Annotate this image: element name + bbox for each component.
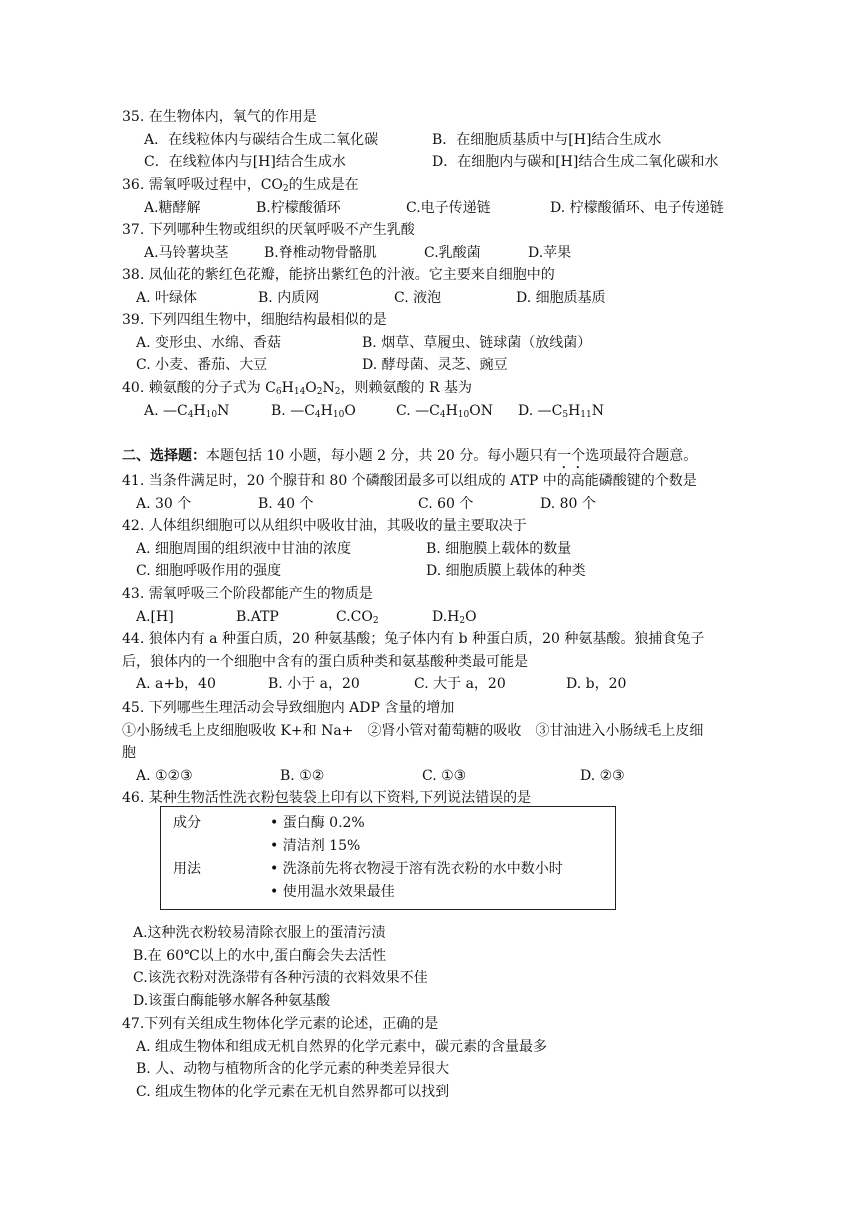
option-d: D．在细胞内与碳和[H]结合生成二氧化碳和水 — [432, 154, 719, 171]
option-d: D. 柠檬酸循环、电子传递链 — [550, 199, 724, 216]
option-a: A. ①②③ — [136, 767, 193, 784]
question-37 — [122, 219, 571, 264]
info-row-ingredient-1: 成分 • 蛋白酶 0.2% — [173, 812, 365, 835]
option-c: C. 组成生物体的化学元素在无机自然界都可以找到 — [136, 1083, 450, 1100]
option-c: C.乳酸菌 — [424, 244, 481, 261]
question-stem: 44. 狼体内有 a 种蛋白质，20 种氨基酸；兔子体内有 b 种蛋白质，20 种氨基酸。狼捕食兔子 — [122, 631, 705, 647]
section-2-heading — [122, 445, 697, 468]
section-desc: 本题包括 10 小题，每小题 2 分，共 20 分。每小题只有一个选项最符合题意。 — [206, 448, 698, 464]
option-b: B. 40 个 — [258, 495, 314, 512]
option-a: A. $—C_4H_{10}N$ — [144, 402, 230, 420]
option-a: A.糖酵解 — [144, 199, 201, 216]
option-b: B. 小于 a，20 — [268, 676, 360, 693]
option-c: $C.CO_2$ — [336, 608, 379, 626]
product-info-box — [160, 806, 616, 910]
option-d: D. 80 个 — [540, 495, 596, 512]
question-41 — [122, 470, 697, 515]
option-d: D.苹果 — [528, 244, 572, 261]
option-b: B. 人、动物与植物所含的化学元素的种类差异很大 — [136, 1061, 450, 1078]
question-38 — [122, 264, 606, 309]
option-d: D. 细胞质膜上载体的种类 — [426, 563, 586, 580]
question-stem: 40. 赖氨酸的分子式为 $C_6H_{14}O_2N_2$，则赖氨酸的 R 基为 — [122, 380, 472, 397]
option-b: B. 内质网 — [258, 289, 320, 306]
option-b: B．在细胞质基质中与[H]结合生成水 — [432, 131, 662, 148]
option-c: C.该洗衣粉对洗涤带有各种污渍的衣料效果不佳 — [133, 970, 428, 987]
question-40 — [122, 377, 604, 422]
option-b: B.在 60℃以上的水中,蛋白酶会失去活性 — [133, 947, 387, 964]
option-d: D.该蛋白酶能够水解各种氨基酸 — [133, 992, 331, 1009]
option-b: B.柠檬酸循环 — [256, 199, 341, 216]
option-a: A. 细胞周围的组织液中甘油的浓度 — [136, 540, 352, 557]
question-stem: 35. 在生物体内，氧气的作用是 — [122, 109, 317, 125]
option-b: B. 细胞膜上载体的数量 — [426, 540, 572, 557]
option-a: A.马铃薯块茎 — [144, 244, 229, 261]
option-a: A．在线粒体内与碳结合生成二氧化碳 — [144, 131, 379, 148]
option-b: B. ①② — [280, 767, 325, 784]
option-c: C．在线粒体内与[H]结合生成水 — [144, 154, 346, 171]
option-c: C. $—C_4H_{10}ON$ — [396, 402, 493, 420]
question-stem: 39. 下列四组生物中，细胞结构最相似的是 — [122, 312, 387, 328]
question-44 — [122, 628, 704, 696]
option-a: A. 变形虫、水绵、香菇 — [136, 334, 282, 351]
option-d: $D.H_2O$ — [432, 608, 477, 626]
info-row-usage-2: • 使用温水效果最佳 — [270, 884, 395, 900]
question-45 — [122, 697, 703, 787]
option-a: A. 叶绿体 — [136, 289, 198, 306]
info-row-ingredient-2: • 清洁剂 15% — [270, 838, 361, 854]
question-47 — [122, 1013, 547, 1103]
option-b: B. 烟草、草履虫、链球菌（放线菌） — [362, 334, 592, 351]
option-a: A. a+b，40 — [136, 676, 216, 693]
option-c: C. 大于 a，20 — [414, 676, 506, 693]
question-stem: 37. 下列哪种生物或组织的厌氧呼吸不产生乳酸 — [122, 222, 415, 238]
option-d: D. b，20 — [566, 676, 627, 693]
question-stem: 47.下列有关组成生物体化学元素的论述，正确的是 — [122, 1016, 439, 1032]
option-c: C. ①③ — [422, 767, 467, 784]
option-d: D. 细胞质基质 — [516, 289, 606, 306]
question-46-options — [133, 922, 428, 1012]
question-stem: 42. 人体组织细胞可以从组织中吸收甘油，其吸收的量主要取决于 — [122, 518, 527, 534]
option-d: D. $—C_5H_{11}N$ — [518, 402, 604, 420]
question-stem: 36. 需氧呼吸过程中，$CO_2$的生成是在 — [122, 177, 359, 194]
question-stem: 46. 某种生物活性洗衣粉包装袋上印有以下资料,下列说法错误的是 — [122, 790, 532, 806]
info-key-ingredients: 成分 — [173, 815, 201, 831]
option-c: C.电子传递链 — [406, 199, 491, 216]
option-c: C. 细胞呼吸作用的强度 — [136, 563, 282, 580]
question-stem: 38. 凤仙花的紫红色花瓣，能挤出紫红色的汁液。它主要来自细胞中的 — [122, 267, 555, 283]
question-items-cont: 胞 — [122, 745, 136, 762]
option-a: A. 组成生物体和组成无机自然界的化学元素中，碳元素的含量最多 — [136, 1038, 548, 1055]
option-c: C. 液泡 — [394, 289, 442, 306]
option-d: D. 酵母菌、灵芝、豌豆 — [362, 357, 508, 374]
question-items: ①小肠绒毛上皮细胞吸收 K+和 Na+ ②肾小管对葡萄糖的吸收 ③甘油进入小肠绒毛上皮细 — [122, 722, 704, 739]
question-stem: 43. 需氧呼吸三个阶段都能产生的物质是 — [122, 586, 373, 602]
question-39 — [122, 309, 591, 377]
option-a: A.[H] — [136, 608, 174, 625]
question-35 — [122, 106, 718, 174]
option-c: C. 小麦、番茄、大豆 — [136, 357, 268, 374]
info-key-usage: 用法 — [173, 861, 201, 877]
section-title: 二、选择题： — [122, 448, 206, 464]
option-b: B.ATP — [236, 608, 279, 625]
question-42 — [122, 515, 586, 583]
option-b: B.脊椎动物骨骼肌 — [264, 244, 377, 261]
info-row-usage-1: 用法 • 洗涤前先将衣物浸于溶有洗衣粉的水中数小时 — [173, 858, 563, 881]
question-stem: 41. 当条件满足时，20 个腺苷和 80 个磷酸团最多可以组成的 ATP 中的高能磷酸键的个数是 — [122, 473, 697, 489]
option-b: B. $—C_4H_{10}O$ — [271, 402, 356, 420]
option-c: C. 60 个 — [418, 495, 474, 512]
question-36 — [122, 174, 724, 219]
question-43 — [122, 583, 477, 628]
question-stem: 45. 下列哪些生理活动会导致细胞内 ADP 含量的增加 — [122, 700, 455, 716]
question-stem-cont: 后，狼体内的一个细胞中含有的蛋白质种类和氨基酸种类最可能是 — [122, 653, 528, 670]
option-a: A.这种洗衣粉较易清除衣服上的蛋清污渍 — [133, 925, 386, 941]
option-a: A. 30 个 — [136, 495, 192, 512]
option-d: D. ②③ — [580, 767, 625, 784]
